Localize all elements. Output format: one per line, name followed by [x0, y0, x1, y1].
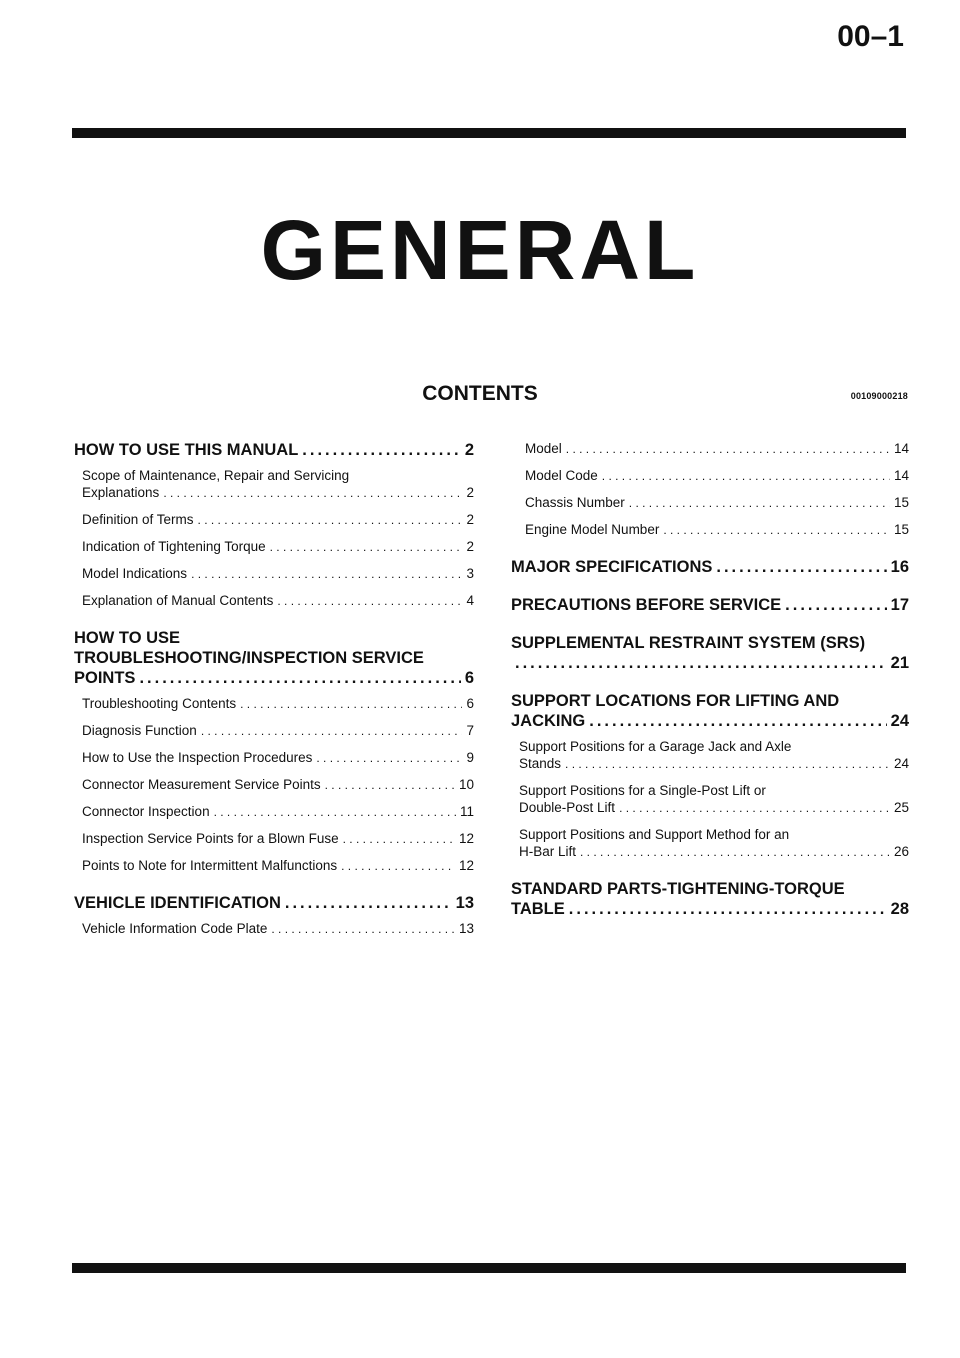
toc-entry-page: 6: [466, 696, 474, 711]
toc-entry-label: Double-Post Lift: [519, 800, 616, 815]
toc-entry[interactable]: [74, 857, 474, 875]
toc-section: [511, 633, 909, 673]
toc-entry-label: Points to Note for Intermittent Malfunctions: [82, 858, 338, 873]
toc-entry[interactable]: [74, 776, 474, 794]
dot-leader: [716, 557, 886, 577]
toc-entry-page: 26: [893, 844, 909, 859]
toc-entry-page: 9: [466, 750, 474, 765]
toc-entry-page: 24: [893, 756, 909, 771]
toc-entry-page: 14: [893, 468, 909, 483]
dot-leader: [569, 899, 887, 919]
toc-entry[interactable]: [511, 826, 909, 861]
toc-entry-label: H-Bar Lift: [519, 844, 577, 859]
toc-entry-page: 7: [466, 723, 474, 738]
toc-section-page: 28: [890, 900, 909, 918]
toc-section-title-line: HOW TO USE THIS MANUAL: [74, 441, 299, 459]
toc-entry-label: Support Positions and Support Method for an: [519, 827, 790, 842]
toc-entry[interactable]: [74, 467, 474, 502]
toc-entry[interactable]: [511, 782, 909, 817]
dot-leader: [325, 776, 455, 794]
toc-entry-list: [74, 920, 474, 938]
toc-section-title-line: SUPPORT LOCATIONS FOR LIFTING AND: [511, 692, 840, 710]
toc-entry-page: 15: [893, 495, 909, 510]
dot-leader: [602, 467, 890, 485]
toc-entry-label: Inspection Service Points for a Blown Fuse: [82, 831, 339, 846]
toc-section: [511, 691, 909, 861]
dot-leader: [201, 722, 463, 740]
toc-section-title-line: PRECAUTIONS BEFORE SERVICE: [511, 596, 782, 614]
toc-entry-page: 3: [466, 566, 474, 581]
toc-entry[interactable]: [511, 440, 909, 458]
dot-leader: [270, 538, 463, 556]
dot-leader: [663, 521, 890, 539]
toc-entry-label: Chassis Number: [525, 495, 625, 510]
toc-entry[interactable]: [74, 565, 474, 583]
toc-entry[interactable]: [74, 538, 474, 556]
dot-leader: [271, 920, 455, 938]
dot-leader: [285, 893, 452, 913]
toc-entry[interactable]: [74, 592, 474, 610]
toc-entry-label: Model Indications: [82, 566, 188, 581]
toc-section-page: 21: [890, 654, 909, 672]
page-number: 00–1: [837, 20, 904, 53]
toc-section: [74, 628, 474, 875]
toc-entry-page: 2: [466, 539, 474, 554]
dot-leader: [343, 830, 455, 848]
toc-entry-label: Definition of Terms: [82, 512, 194, 527]
toc-section-title-line: TROUBLESHOOTING/INSPECTION SERVICE: [74, 649, 424, 667]
toc-entry-label: Connector Inspection: [82, 804, 210, 819]
toc-section-title-line: SUPPLEMENTAL RESTRAINT SYSTEM (SRS): [511, 634, 866, 652]
toc-entry-page: 12: [458, 831, 474, 846]
toc-section-title[interactable]: [511, 633, 909, 673]
toc-entry-page: 10: [458, 777, 474, 792]
toc-entry-page: 14: [893, 441, 909, 456]
toc-section-title[interactable]: [74, 440, 474, 460]
toc-entry[interactable]: [511, 521, 909, 539]
toc-entry-page: 12: [458, 858, 474, 873]
dot-leader: [580, 843, 890, 861]
toc-section-page: 13: [455, 894, 474, 912]
toc-entry-label: Support Positions for a Single-Post Lift or: [519, 783, 766, 798]
toc-entry-page: 4: [466, 593, 474, 608]
dot-leader: [785, 595, 886, 615]
toc-section-page: 16: [890, 558, 909, 576]
top-rule: [72, 128, 906, 138]
toc-section-title[interactable]: [74, 628, 474, 688]
dot-leader: [214, 803, 456, 821]
toc-entry-page: 2: [466, 485, 474, 500]
dot-leader: [163, 484, 462, 502]
toc-entry-label: Model: [525, 441, 562, 456]
toc-section-title-line: MAJOR SPECIFICATIONS: [511, 558, 713, 576]
toc-section-title-line: VEHICLE IDENTIFICATION: [74, 894, 281, 912]
toc-section-title[interactable]: [511, 879, 909, 919]
toc-entry-label: Scope of Maintenance, Repair and Servicing: [82, 468, 350, 483]
toc-entry[interactable]: [511, 738, 909, 773]
toc-section: [511, 879, 909, 919]
dot-leader: [302, 440, 461, 460]
dot-leader: [629, 494, 890, 512]
toc-section-title-line: HOW TO USE: [74, 629, 181, 647]
toc-entry-label: Model Code: [525, 468, 598, 483]
toc-entry[interactable]: [74, 695, 474, 713]
toc-entry[interactable]: [74, 830, 474, 848]
toc-left-column: [74, 440, 474, 956]
contents-heading: CONTENTS: [422, 382, 538, 405]
toc-entry[interactable]: [511, 467, 909, 485]
toc-entry[interactable]: [74, 749, 474, 767]
toc-entry-label: Vehicle Information Code Plate: [82, 921, 268, 936]
dot-leader: [341, 857, 455, 875]
dot-leader: [589, 711, 886, 731]
toc-section-page: 17: [890, 596, 909, 614]
toc-section-title-line: STANDARD PARTS-TIGHTENING-TORQUE: [511, 880, 845, 898]
dot-leader: [240, 695, 462, 713]
toc-continued-entries: [511, 440, 909, 539]
toc-entry-label: How to Use the Inspection Procedures: [82, 750, 313, 765]
toc-section: [511, 557, 909, 577]
dot-leader: [565, 755, 890, 773]
toc-entry-label: Explanations: [82, 485, 160, 500]
toc-entry-list: [74, 695, 474, 875]
toc-entry-label: Engine Model Number: [525, 522, 660, 537]
toc-section-page: 6: [464, 669, 474, 687]
toc-entry[interactable]: [74, 920, 474, 938]
toc-entry-label: Connector Measurement Service Points: [82, 777, 321, 792]
dot-leader: [619, 799, 890, 817]
toc-right-column: [511, 440, 909, 937]
toc-section: [511, 595, 909, 615]
toc-section-title[interactable]: [74, 893, 474, 913]
document-code: 00109000218: [850, 391, 908, 401]
dot-leader: [316, 749, 462, 767]
toc-section-title-line: TABLE: [511, 900, 565, 918]
toc-section-title[interactable]: [511, 691, 909, 731]
toc-entry-list: [511, 738, 909, 861]
toc-entry-page: 2: [466, 512, 474, 527]
dot-leader: [515, 653, 887, 673]
dot-leader: [277, 592, 462, 610]
toc-entry-label: Troubleshooting Contents: [82, 696, 237, 711]
toc-entry-list: [74, 467, 474, 610]
dot-leader: [566, 440, 890, 458]
toc-section-title[interactable]: [511, 595, 909, 615]
toc-section-title-line: JACKING: [511, 712, 586, 730]
dot-leader: [139, 668, 460, 688]
dot-leader: [198, 511, 463, 529]
toc-entry[interactable]: [74, 722, 474, 740]
toc-entry-label: Support Positions for a Garage Jack and Axle: [519, 739, 792, 754]
page-title: GENERAL: [260, 203, 700, 297]
toc-section: [74, 440, 474, 610]
bottom-rule: [72, 1263, 906, 1273]
toc-entry-page: 13: [458, 921, 474, 936]
toc-section-title-line: POINTS: [74, 669, 136, 687]
toc-entry-label: Indication of Tightening Torque: [82, 539, 266, 554]
toc-section-title[interactable]: [511, 557, 909, 577]
toc-entry[interactable]: [511, 494, 909, 512]
toc-entry-label: Explanation of Manual Contents: [82, 593, 274, 608]
dot-leader: [191, 565, 462, 583]
toc-entry-page: 25: [893, 800, 909, 815]
toc-section: [74, 893, 474, 938]
toc-section-page: 2: [464, 441, 474, 459]
toc-entry-label: Stands: [519, 756, 562, 771]
toc-entry[interactable]: [74, 511, 474, 529]
toc-entry[interactable]: [74, 803, 474, 821]
toc-entry-label: Diagnosis Function: [82, 723, 197, 738]
toc-section-page: 24: [890, 712, 909, 730]
toc-entry-page: 11: [459, 804, 474, 819]
toc-entry-page: 15: [893, 522, 909, 537]
